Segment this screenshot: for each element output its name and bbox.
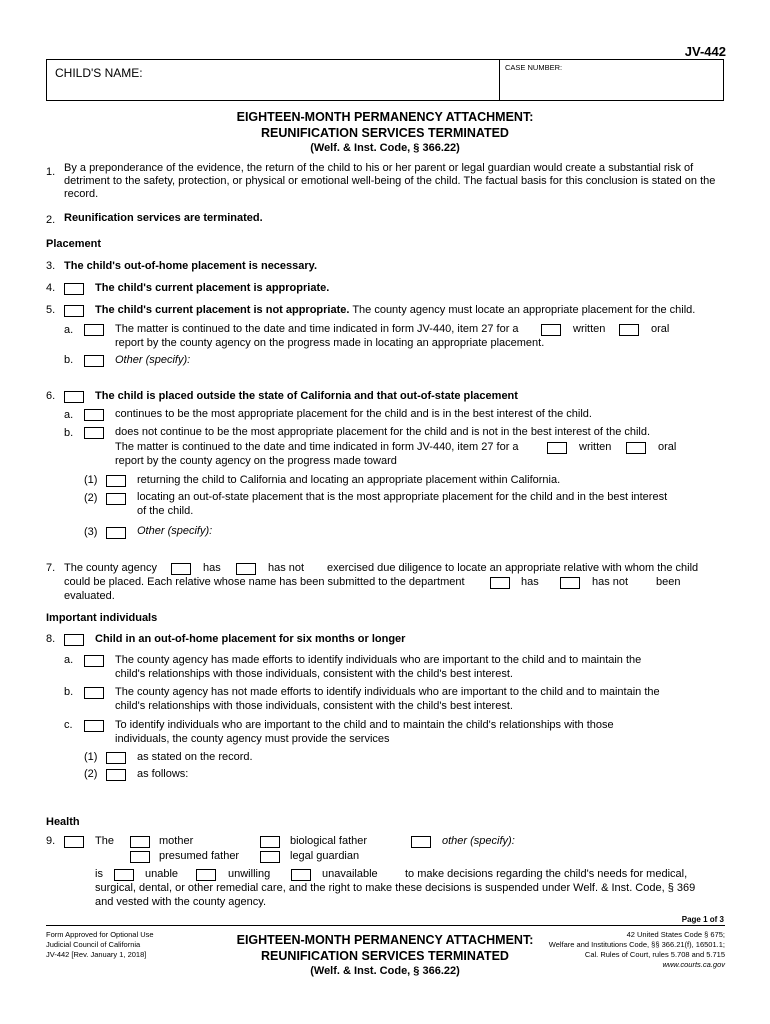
item6b2-checkbox[interactable] — [106, 493, 126, 505]
item6b3-number: (3) — [84, 526, 98, 538]
item6-text: The child is placed outside the state of California and that out-of-state placement — [95, 390, 518, 402]
case-number-label: CASE NUMBER: — [505, 63, 563, 72]
item8c-letter: c. — [64, 719, 73, 731]
item3-number: 3. — [46, 260, 56, 272]
item8b-letter: b. — [64, 686, 74, 698]
item5a-oral-checkbox[interactable] — [619, 324, 639, 336]
item6b-oral-checkbox[interactable] — [626, 442, 646, 454]
form-title-code: (Welf. & Inst. Code, § 366.22) — [310, 142, 460, 154]
childs-name-field[interactable] — [157, 62, 493, 98]
placement-heading: Placement — [46, 238, 102, 250]
footer-title-line1: EIGHTEEN-MONTH PERMANENCY ATTACHMENT: — [236, 933, 534, 947]
item8c2-checkbox[interactable] — [106, 769, 126, 781]
item8c1-number: (1) — [84, 751, 98, 763]
item8c-line1: To identify individuals who are important to the child and to maintain the child's relationships with those — [115, 719, 614, 731]
item5a-written-checkbox[interactable] — [541, 324, 561, 336]
item6b-letter: b. — [64, 427, 74, 439]
item6a-checkbox[interactable] — [84, 409, 104, 421]
item7-line2: could be placed. Each relative whose name has been submitted to the department — [64, 576, 465, 588]
item7-number: 7. — [46, 562, 56, 574]
caption-divider — [499, 60, 500, 100]
item4-text: The child's current placement is appropriate. — [95, 282, 330, 294]
item8c-checkbox[interactable] — [84, 720, 104, 732]
item9-number: 9. — [46, 835, 56, 847]
item7-has-checkbox[interactable] — [171, 563, 191, 575]
item6b-line2: The matter is continued to the date and time indicated in form JV-440, item 27 for a — [115, 441, 519, 453]
item5a-letter: a. — [64, 324, 74, 336]
item9-presumed-father-checkbox[interactable] — [130, 851, 150, 863]
item9-biological-father-checkbox[interactable] — [260, 836, 280, 848]
item6b3-text: Other (specify): — [137, 525, 213, 537]
item6b1-text: returning the child to California and locating an appropriate placement within California. — [137, 474, 561, 486]
item6b1-number: (1) — [84, 474, 98, 486]
item6b-text: does not continue to be the most appropriate placement for the child and is not in the best interest of the child. — [115, 426, 651, 438]
item6-checkbox[interactable] — [64, 391, 84, 403]
footer-left-line1: Form Approved for Optional Use — [46, 930, 154, 939]
footer-rule — [46, 925, 725, 926]
item9-text3: and vested with the county agency. — [95, 896, 267, 908]
item8b-line1: The county agency has not made efforts to identify individuals who are important to the child and to maintain the — [115, 686, 660, 698]
item9-other-checkbox[interactable] — [411, 836, 431, 848]
item8c-line2: individuals, the county agency must provide the services — [115, 733, 390, 745]
item4-checkbox[interactable] — [64, 283, 84, 295]
footer-title-line2: REUNIFICATION SERVICES TERMINATED — [261, 949, 509, 963]
item3-text: The child's out-of-home placement is necessary. — [64, 260, 318, 272]
item8a-line1: The county agency has made efforts to identify individuals who are important to the child and to maintain the — [115, 654, 642, 666]
item8c2-number: (2) — [84, 768, 98, 780]
item1-text: By a preponderance of the evidence, the return of the child to his or her parent or legal guardian would create a substantial risk of detriment to the safety, protection, or physical or emotional well-being of the child. The factual basis for this conclusion is stated on the record. — [64, 162, 716, 200]
item9-presumed-father-label: presumed father — [159, 850, 240, 862]
footer-title-line3: (Welf. & Inst. Code, § 366.22) — [310, 965, 460, 977]
item9-mother-checkbox[interactable] — [130, 836, 150, 848]
caption-box — [46, 59, 724, 101]
item5-text — [95, 304, 695, 316]
item7-has2-label: has — [521, 576, 539, 588]
item7-line3: evaluated. — [64, 590, 115, 602]
item7-has-not-checkbox[interactable] — [236, 563, 256, 575]
item9-unwilling-checkbox[interactable] — [196, 869, 216, 881]
item9-is: is — [95, 868, 103, 880]
item8-checkbox[interactable] — [64, 634, 84, 646]
item2-text: Reunification services are terminated. — [64, 212, 263, 224]
footer-right-line3: Cal. Rules of Court, rules 5.708 and 5.715 — [584, 950, 725, 959]
item6b2-line2: of the child. — [137, 505, 194, 517]
item6-number: 6. — [46, 390, 56, 402]
item8c1-text: as stated on the record. — [137, 751, 253, 763]
childs-name-label: CHILD'S NAME: — [55, 66, 143, 80]
item5-bold: The child's current placement is not appropriate. — [95, 304, 350, 316]
item5a-written-label: written — [573, 323, 606, 335]
footer-left-line2: Judicial Council of California — [46, 940, 141, 949]
item7-has-label: has — [203, 562, 221, 574]
item5a-oral-label: oral — [651, 323, 670, 335]
item7-lead: The county agency — [64, 562, 157, 574]
item6b2-text: locating an out-of-state placement that is the most appropriate placement for the child and in the best interest — [137, 491, 668, 503]
item6b2-number: (2) — [84, 492, 98, 504]
item6b1-checkbox[interactable] — [106, 475, 126, 487]
item8-text: Child in an out-of-home placement for six months or longer — [95, 633, 406, 645]
item9-legal-guardian-label: legal guardian — [290, 850, 360, 862]
item9-biological-father-label: biological father — [290, 835, 368, 847]
item5b-text: Other (specify): — [115, 354, 191, 366]
item9-unwilling-label: unwilling — [228, 868, 271, 880]
item8a-letter: a. — [64, 654, 74, 666]
footer-website-link[interactable]: www.courts.ca.gov — [662, 960, 725, 969]
item8a-checkbox[interactable] — [84, 655, 104, 667]
item8-number: 8. — [46, 633, 56, 645]
item9-other-label: other (specify): — [442, 835, 515, 847]
item9-unavailable-checkbox[interactable] — [291, 869, 311, 881]
important-heading: Important individuals — [46, 612, 158, 624]
form-title-line2: REUNIFICATION SERVICES TERMINATED — [261, 126, 509, 140]
item8c1-checkbox[interactable] — [106, 752, 126, 764]
item8c2-text: as follows: — [137, 768, 189, 780]
item9-legal-guardian-checkbox[interactable] — [260, 851, 280, 863]
item6b-oral-label: oral — [658, 441, 677, 453]
item8b-checkbox[interactable] — [84, 687, 104, 699]
item9-unable-label: unable — [145, 868, 179, 880]
item9-unable-checkbox[interactable] — [114, 869, 134, 881]
footer-right-line2: Welfare and Institutions Code, §§ 366.21(f), 16501.1; — [548, 940, 725, 949]
item5b-letter: b. — [64, 354, 74, 366]
item5a-checkbox[interactable] — [84, 324, 104, 336]
item2-number: 2. — [46, 214, 56, 226]
item7-has-not2-checkbox[interactable] — [560, 577, 580, 589]
item5-rest: The county agency must locate an appropriate placement for the child. — [352, 304, 696, 316]
footer-left — [46, 930, 154, 960]
item8b-line2: child's relationships with those individuals, consistent with the child's best interest. — [115, 700, 513, 712]
item5-number: 5. — [46, 304, 56, 316]
item6b3-checkbox[interactable] — [106, 527, 126, 539]
case-number-field[interactable] — [505, 74, 717, 98]
item6b-written-checkbox[interactable] — [547, 442, 567, 454]
footer-right — [549, 930, 725, 970]
item7-has-not-label: has not — [268, 562, 305, 574]
item5-checkbox[interactable] — [64, 305, 84, 317]
item6b-written-label: written — [579, 441, 612, 453]
item6b-line3: report by the county agency on the progress made toward — [115, 455, 397, 467]
item9-mother-label: mother — [159, 835, 194, 847]
item6a-letter: a. — [64, 409, 74, 421]
item6a-text: continues to be the most appropriate placement for the child and is in the best interest of the child. — [115, 408, 592, 420]
item9-text2: surgical, dental, or other remedial care, and the right to make these decisions is suspended under Welf. & Inst. Code, § 369 — [95, 882, 696, 894]
item6b-checkbox[interactable] — [84, 427, 104, 439]
item1-number: 1. — [46, 166, 56, 178]
item5a-line2: report by the county agency on the progress made in locating an appropriate placement. — [115, 337, 545, 349]
item9-checkbox[interactable] — [64, 836, 84, 848]
item9-the: The — [95, 835, 114, 847]
item7-text: exercised due diligence to locate an appropriate relative with whom the child — [327, 562, 699, 574]
form-id: JV-442 — [684, 44, 726, 59]
item9-text1: to make decisions regarding the child's needs for medical, — [405, 868, 688, 880]
item5b-checkbox[interactable] — [84, 355, 104, 367]
item9-unavailable-label: unavailable — [322, 868, 378, 880]
item5a-text: The matter is continued to the date and time indicated in form JV-440, item 27 for a — [115, 323, 519, 335]
item7-has2-checkbox[interactable] — [490, 577, 510, 589]
item8a-line2: child's relationships with those individuals, consistent with the child's best interest. — [115, 668, 513, 680]
footer-right-line1: 42 United States Code § 675; — [626, 930, 725, 939]
footer-left-line3: JV-442 [Rev. January 1, 2018] — [46, 950, 147, 959]
health-heading: Health — [46, 816, 80, 828]
item4-number: 4. — [46, 282, 56, 294]
item7-been: been — [656, 576, 681, 588]
form-title-line1: EIGHTEEN-MONTH PERMANENCY ATTACHMENT: — [236, 110, 534, 124]
item7-has-not2-label: has not — [592, 576, 629, 588]
page-number: Page 1 of 3 — [681, 915, 724, 924]
